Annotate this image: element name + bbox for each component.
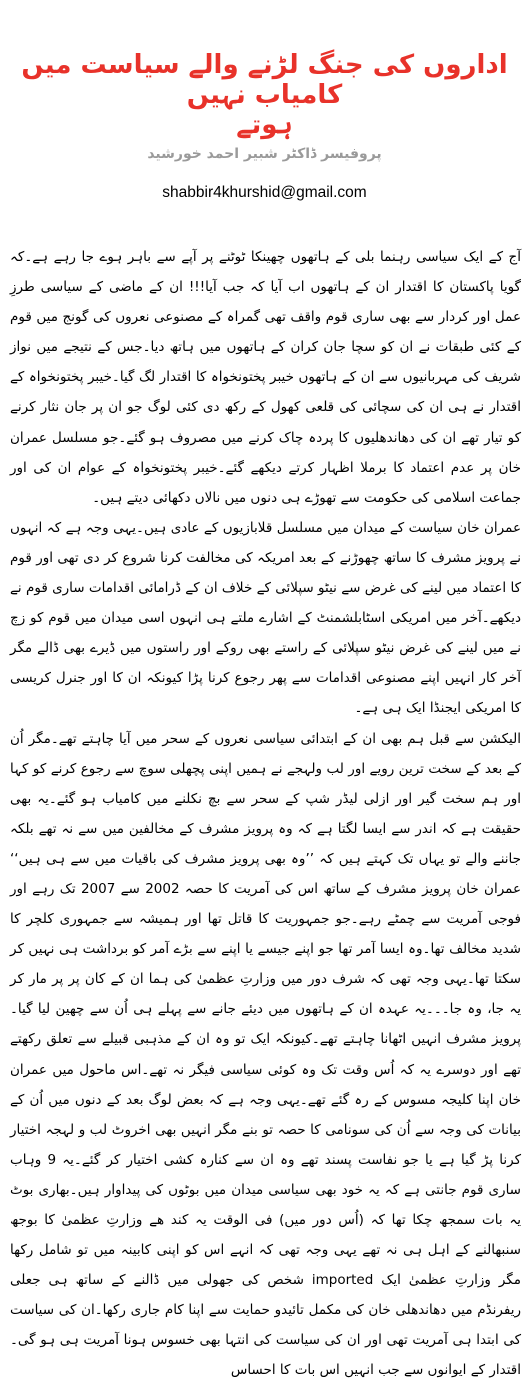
article-paragraph: الیکشن سے قبل ہم بھی ان کے ابتدائی سیاسی نعروں کے سحر میں آیا چاہتے تھے۔مگر اُن کے بعد کے سخت ترین رویے اور لب ولہجے نے ہمیں اپنی پچھلی سوچ سے رجوع کرنے کو کہا اور ہم سخت گیر اور ازلی لیڈر شپ کے سحر سے بچ نکلنے میں کامیاب ہو گئے۔یہ بھی حقیقت ہے کہ اندر سے ایسا لگتا ہے کہ وہ پرویز مشرف کے مخالفین میں سے نہ تھے بلکہ جاننے والے تو یہاں تک کہتے ہیں کہ ’’وہ بھی پرویز مشرف کی باقیات میں سے ہی ہیں‘‘ عمران خان پرویز مشرف کے ساتھ اس کی آمریت کا حصہ 2002 سے 2007 تک رہے اور فوجی آمریت سے چمٹے رہے۔جو جمہوریت کا قاتل تھا اور ہمیشہ سے جمہوری کلچر کا شدید مخالف تھا۔وہ ایسا آمر تھا جو اپنے جیسے یا اپنے سے بڑے آمر کو برداشت ہی نہیں کر سکتا تھا۔یہی وجہ تھی کہ شرف دور میں وزارتِ عظمیٰ کی ہما ان کے کان پر پر مار کر یہ جا، وہ جا۔۔۔یہ عہدہ ان کے ہاتھوں میں دیئے جانے سے پہلے ہی اُن سے چھین لیا گیا۔پرویز مشرف انہیں اٹھانا چاہتے تھے۔کیونکہ ایک تو وہ ان کے مذہبی قبیلے سے تعلق رکھتے تھے اور دوسرے یہ کہ اُس وقت تک وہ کوئی سیاسی فیگر نہ تھے۔اس ماحول میں عمران خان اپنا کلیجہ مسوس کے رہ گئے تھے۔یہی وجہ ہے کہ بعض لوگ بعد کے دنوں میں اُن کے بیانات کی وجہ سے اُن کی سونامی کا حصہ تو بنے مگر انہیں بھی اخروٹ لب و لہجہ اختیار کرنا پڑ گیا ہے یا جو نفاست پسند تھے وہ ان سے کنارہ کشی اختیار کر گئے۔یہ 9 وہاب ساری قوم جانتی ہے کہ یہ خود بھی سیاسی میدان میں بوٹوں کی پیداوار ہیں۔بھاری بوٹ یہ بات سمجھ چکا تھا کہ (اُس دور میں) فی الوقت یہ کند ھے وزارتِ عظمیٰ کا بوجھ سنبھالنے کے اہل ہی نہ تھے یہی وجہ تھی کہ انہے اس کو اپنی کابینہ میں تو شامل رکھا مگر وزارتِ عظمیٰ ایک imported شخص کی جھولی میں ڈالنے کے ساتھ ہی جعلی ریفرنڈم میں دھاندھلی خان کی مکمل تائیدو حمایت سے اپنا کام جاری رکھا۔ان کی سیاست کی ابتدا ہی آمریت تھی اور ان کی سیاست کی انتہا بھی خسوس ہونا آمریت ہی ہو گی۔اقتدار کے ایوانوں سے جب انہیں اس بات کا احساس bbox=[10, 730, 522, 1379]
article-paragraph: عمران خان سیاست کے میدان میں مسلسل قلابازیوں کے عادی ہیں۔یہی وجہ ہے کہ انہوں نے پرویز مشرف کا ساتھ چھوڑنے کے بعد امریکہ کی مخالفت کرنا شروع کر دی تھی اور قوم کا اعتماد میں لینے کی غرض سے نیٹو سپلائی کے خلاف ان کے ڈرامائی اقدامات ساری قوم نے دیکھے۔آخر میں امریکی اسٹابلشمنٹ کے اشارے ملتے ہی انہوں اسی میدان میں قوم کو زچ نے میں لینے کی غرض نیٹو سپلائی کے راستے بھی روکے اور راستوں میں ڈیرے بھی ڈالے مگر آخر کار انہیں اپنے مصنوعی اقدامات سے پھر رجوع کرنا پڑا کیونکہ ان کا اور جنرل کریسی کا امریکی ایجنڈا ایک ہی ہے۔ bbox=[10, 519, 521, 717]
article-paragraph: آج کے ایک سیاسی رہنما بلی کے ہاتھوں چھینکا ٹوٹنے پر آپے سے باہر ہوے جا رہے ہے۔کہ گویا پاکستان کا اقتدار ان کے ہاتھوں اب آیا کہ جب آیا!!! ان کے ماضی کے سیاسی طرزِ عمل اور کردار سے بھی ساری قوم واقف تھی گمراہ کے مصنوعی نعروں کی گونج میں قوم کے کئی طبقات نے ان کو سچا جان کران کے ہاتھوں میں ہاتھ دیا۔جس کے نتیجے میں نواز شریف کی مہربانیوں سے ان کے ہاتھوں خیبر پختونخواہ کا اقتدار لگ گیا۔خیبر پختونخواہ کے اقتدار نے ہی ان کی سچائی کی قلعی کھول کے رکھ دی کئی لوگ جو ان پر جان نثار کرنے کو تیار تھے ان کی دھاندھلیوں کا پردہ چاک کرنے میں مصروف ہو گئے۔جو مسلسل عمران خان پر عدم اعتماد کا برملا اظہار کرتے دیکھے گئے۔خیبر پختونخواہ کے عوام ان کی اور جماعت اسلامی کی حکومت سے تھوڑے ہی دنوں میں نالاں دکھائی دیتے ہیں۔ bbox=[10, 249, 521, 506]
author-name: پروفیسر ڈاکٹر شبیر احمد خورشید bbox=[147, 146, 382, 162]
article-title-line-1: اداروں کی جنگ لڑنے والے سیاست میں کامیاب نہیں bbox=[21, 50, 508, 110]
author-email: shabbir4khurshid@gmail.com bbox=[162, 184, 367, 201]
article-body bbox=[10, 242, 521, 1386]
article-title-line-2: ہوتے bbox=[236, 110, 293, 140]
